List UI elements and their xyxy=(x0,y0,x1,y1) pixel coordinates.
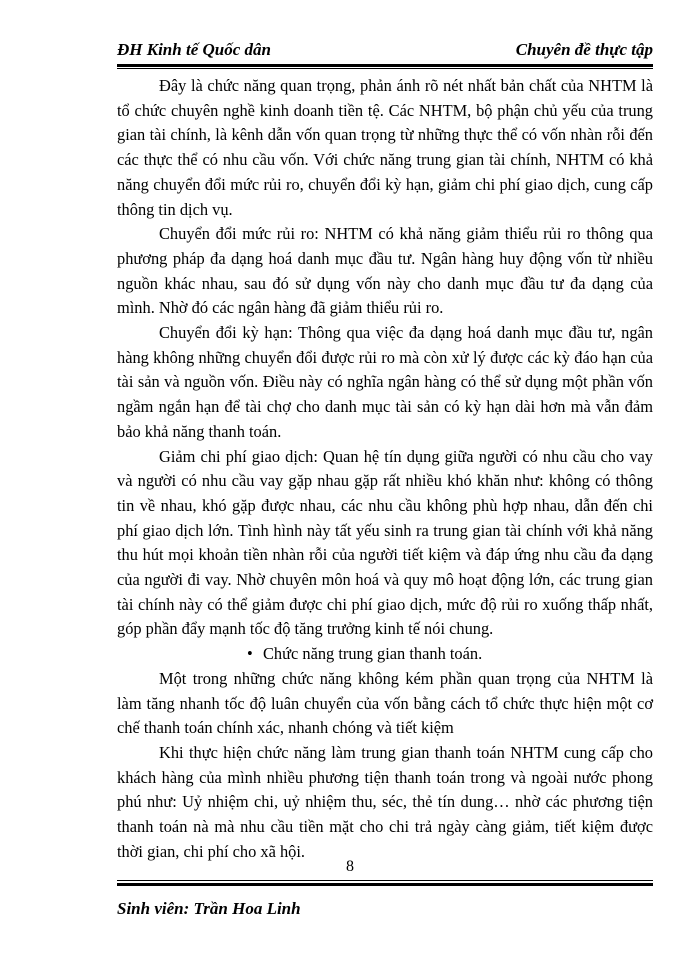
header-rule-thin xyxy=(117,68,653,69)
footer-rule-thick xyxy=(117,883,653,886)
paragraph-2: Chuyển đổi mức rủi ro: NHTM có khả năng giảm thiểu rủi ro thông qua phương pháp đa dạng hoá danh mục đầu tư. Ngân hàng huy động vốn từ nhiều nguồn khác nhau, sau đó sử dụng vốn này cho danh mục đầu tư đa dạng của mình. Nhờ đó các ngân hàng đã giảm thiểu rủi ro. xyxy=(117,224,653,318)
document-body xyxy=(117,74,653,865)
paragraph-6: Khi thực hiện chức năng làm trung gian thanh toán NHTM cung cấp cho khách hàng của mình nhiều phương tiện thanh toán trong và ngoài nước phong phú như: Uỷ nhiệm chi, uỷ nhiệm thu, séc, thẻ tín dung… nhờ các phương tiện thanh toán nà mà nhu cầu tiền mặt cho chi trả ngày càng giảm, tiết kiệm được thời gian, chi phí cho xã hội. xyxy=(117,742,653,861)
paragraph-5: Một trong những chức năng không kém phần quan trọng của NHTM là làm tăng nhanh tốc độ luân chuyển của vốn bằng cách tổ chức thực hiện một cơ chế thanh toán chính xác, nhanh chóng và tiết kiệm xyxy=(117,668,653,738)
bullet-text: Chức năng trung gian thanh toán. xyxy=(263,644,483,664)
bullet-item xyxy=(117,642,653,667)
header-university: ĐH Kinh tế Quốc dân xyxy=(117,40,271,59)
header-doc-type: Chuyên đề thực tập xyxy=(515,40,653,59)
paragraph-1: Đây là chức năng quan trọng, phản ánh rõ nét nhất bản chất của NHTM là tổ chức chuyên nghề kinh doanh tiền tệ. Các NHTM, bộ phận chủ yếu của trung gian tài chính, là kênh dẫn vốn quan trọng từ những thực thể có vốn nhàn rỗi đến các thực thể có nhu cầu vốn. Với chức năng trung gian tài chính, NHTM có khả năng chuyển đổi mức rủi ro, chuyển đổi kỳ hạn, giảm chi phí giao dịch, cung cấp thông tin dịch vụ. xyxy=(117,76,653,219)
footer-student: Sinh viên: Trần Hoa Linh xyxy=(117,899,301,918)
bullet-symbol: • xyxy=(247,644,253,664)
header-rule-thick xyxy=(117,64,653,67)
page-number: 8 xyxy=(346,858,354,875)
paragraph-3: Chuyển đổi kỳ hạn: Thông qua việc đa dạng hoá danh mục đầu tư, ngân hàng không những chuyển đổi được rủi ro mà còn xử lý được các kỳ đáo hạn của tài sản và nguồn vốn. Điều này có nghĩa ngân hàng có thể sử dụng một phần vốn ngầm ngắn hạn để tài chợ cho danh mục tài sản có kỳ hạn dài hơn mà vẫn đảm bảo khả năng thanh toán. xyxy=(117,323,653,441)
footer-rule-thin xyxy=(117,880,653,881)
paragraph-4: Giảm chi phí giao dịch: Quan hệ tín dụng giữa người có nhu cầu cho vay và người có nhu cầu vay gặp nhau gặp rất nhiều khó khăn như: không có thông tin về nhau, khó gặp được nhau, các nhu cầu không phù hợp nhau, dẫn đến chi phí giao dịch lớn. Tình hình này tất yếu sinh ra trung gian tài chính với khả năng thu hút mọi khoản tiền nhàn rỗi của người tiết kiệm và đáp ứng nhu cầu đa dạng của người đi vay. Nhờ chuyên môn hoá và quy mô hoạt động lớn, các trung gian tài chính này có thể giảm được chi phí giao dịch, mức độ rủi ro xuống thấp nhất, góp phần đẩy mạnh tốc độ tăng trưởng kinh tế nói chung. xyxy=(117,446,653,639)
